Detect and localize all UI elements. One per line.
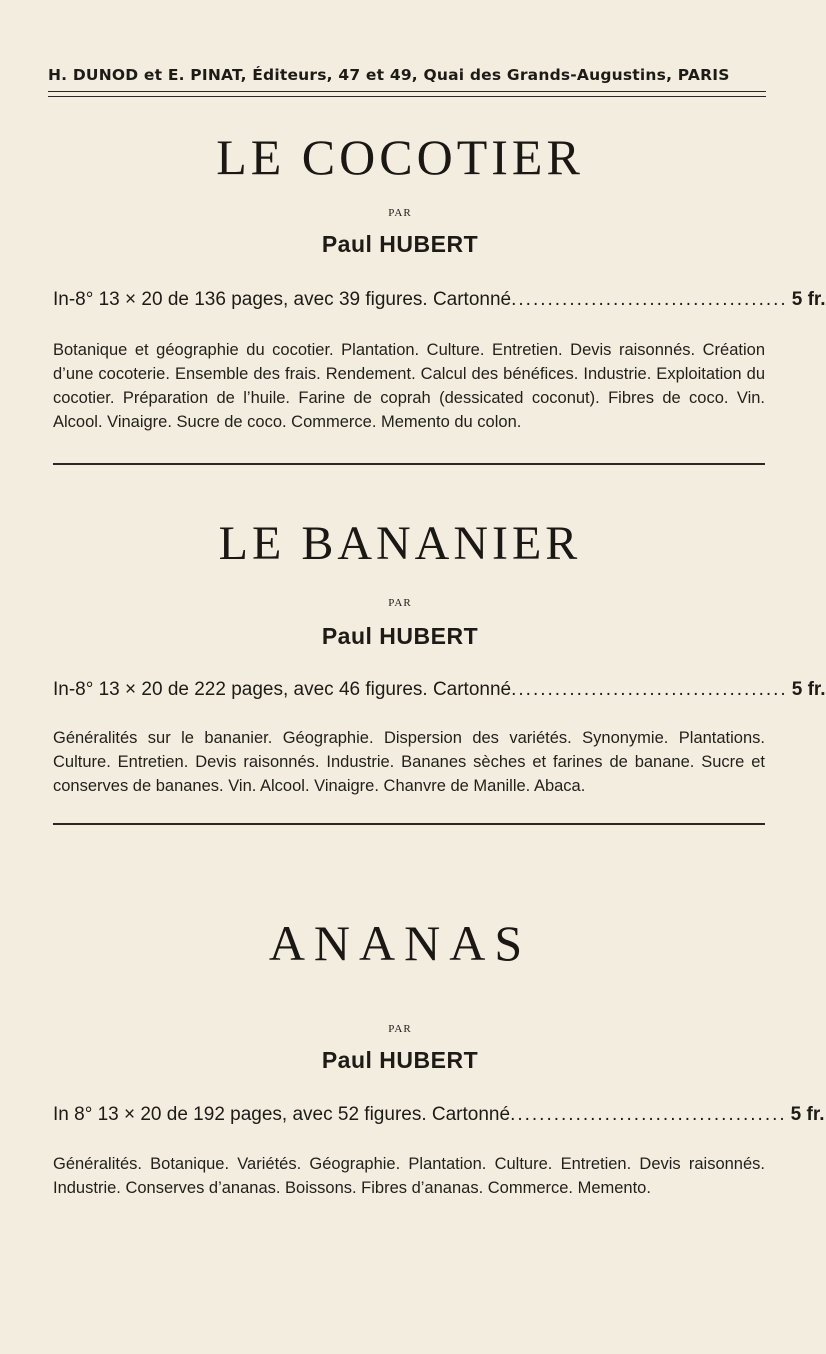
book-title-ananas: ANANAS bbox=[268, 915, 532, 971]
book-spec-line bbox=[53, 679, 826, 701]
book-par-label: PAR bbox=[388, 597, 412, 609]
book-spec-line bbox=[53, 289, 826, 311]
book-price: 5 fr. bbox=[790, 1104, 825, 1125]
publisher-header: H. DUNOD et E. PINAT, Éditeurs, 47 et 49, Quai des Grands-Augustins, PARIS bbox=[48, 66, 730, 84]
header-double-rule bbox=[48, 91, 766, 97]
book-spec-line bbox=[53, 1104, 825, 1126]
book-description: Botanique et géographie du cocotier. Plantation. Culture. Entretien. Devis raisonnés. Création d’une cocoterie. Ensemble des frais. Rendement. Calcul des bénéfices. Industrie. Exploitation du cocotier. Préparation de l’huile. Farine de coprah (dessicated coconut). Fibres de coco. Vin. Alcool. Vinaigre. Sucre de coco. Commerce. Memento du colon. bbox=[53, 341, 765, 431]
book-par-label: PAR bbox=[388, 1023, 412, 1035]
book-spec: In-8° 13 × 20 de 222 pages, avec 46 figures. Cartonné bbox=[53, 679, 512, 700]
book-price: 5 fr. bbox=[791, 289, 826, 310]
book-title-bananier: LE BANANIER bbox=[218, 517, 582, 570]
book-author: Paul HUBERT bbox=[321, 623, 479, 649]
book-description: Généralités. Botanique. Variétés. Géographie. Plantation. Culture. Entretien. Devis raisonnés. Industrie. Conserves d’ananas. Boissons. Fibres d’ananas. Commerce. Memento. bbox=[53, 1155, 765, 1197]
section-divider bbox=[53, 823, 765, 825]
book-price: 5 fr. bbox=[791, 679, 826, 700]
book-spec: In-8° 13 × 20 de 136 pages, avec 39 figures. Cartonné bbox=[53, 289, 512, 310]
dot-leader: ...................................... bbox=[511, 289, 788, 310]
book-author: Paul HUBERT bbox=[321, 1047, 479, 1073]
book-author: Paul HUBERT bbox=[321, 231, 479, 257]
book-title-cocotier: LE COCOTIER bbox=[216, 129, 584, 185]
dot-leader: ...................................... bbox=[511, 679, 788, 700]
book-spec: In 8° 13 × 20 de 192 pages, avec 52 figures. Cartonné bbox=[53, 1104, 511, 1125]
dot-leader: ...................................... bbox=[510, 1104, 787, 1125]
book-par-label: PAR bbox=[388, 207, 412, 219]
section-divider bbox=[53, 463, 765, 465]
book-description: Généralités sur le bananier. Géographie. Dispersion des variétés. Synonymie. Plantations. Culture. Entretien. Devis raisonnés. Industrie. Bananes sèches et farines de banane. Sucre et conserves de bananes. Vin. Alcool. Vinaigre. Chanvre de Manille. Abaca. bbox=[53, 729, 765, 795]
